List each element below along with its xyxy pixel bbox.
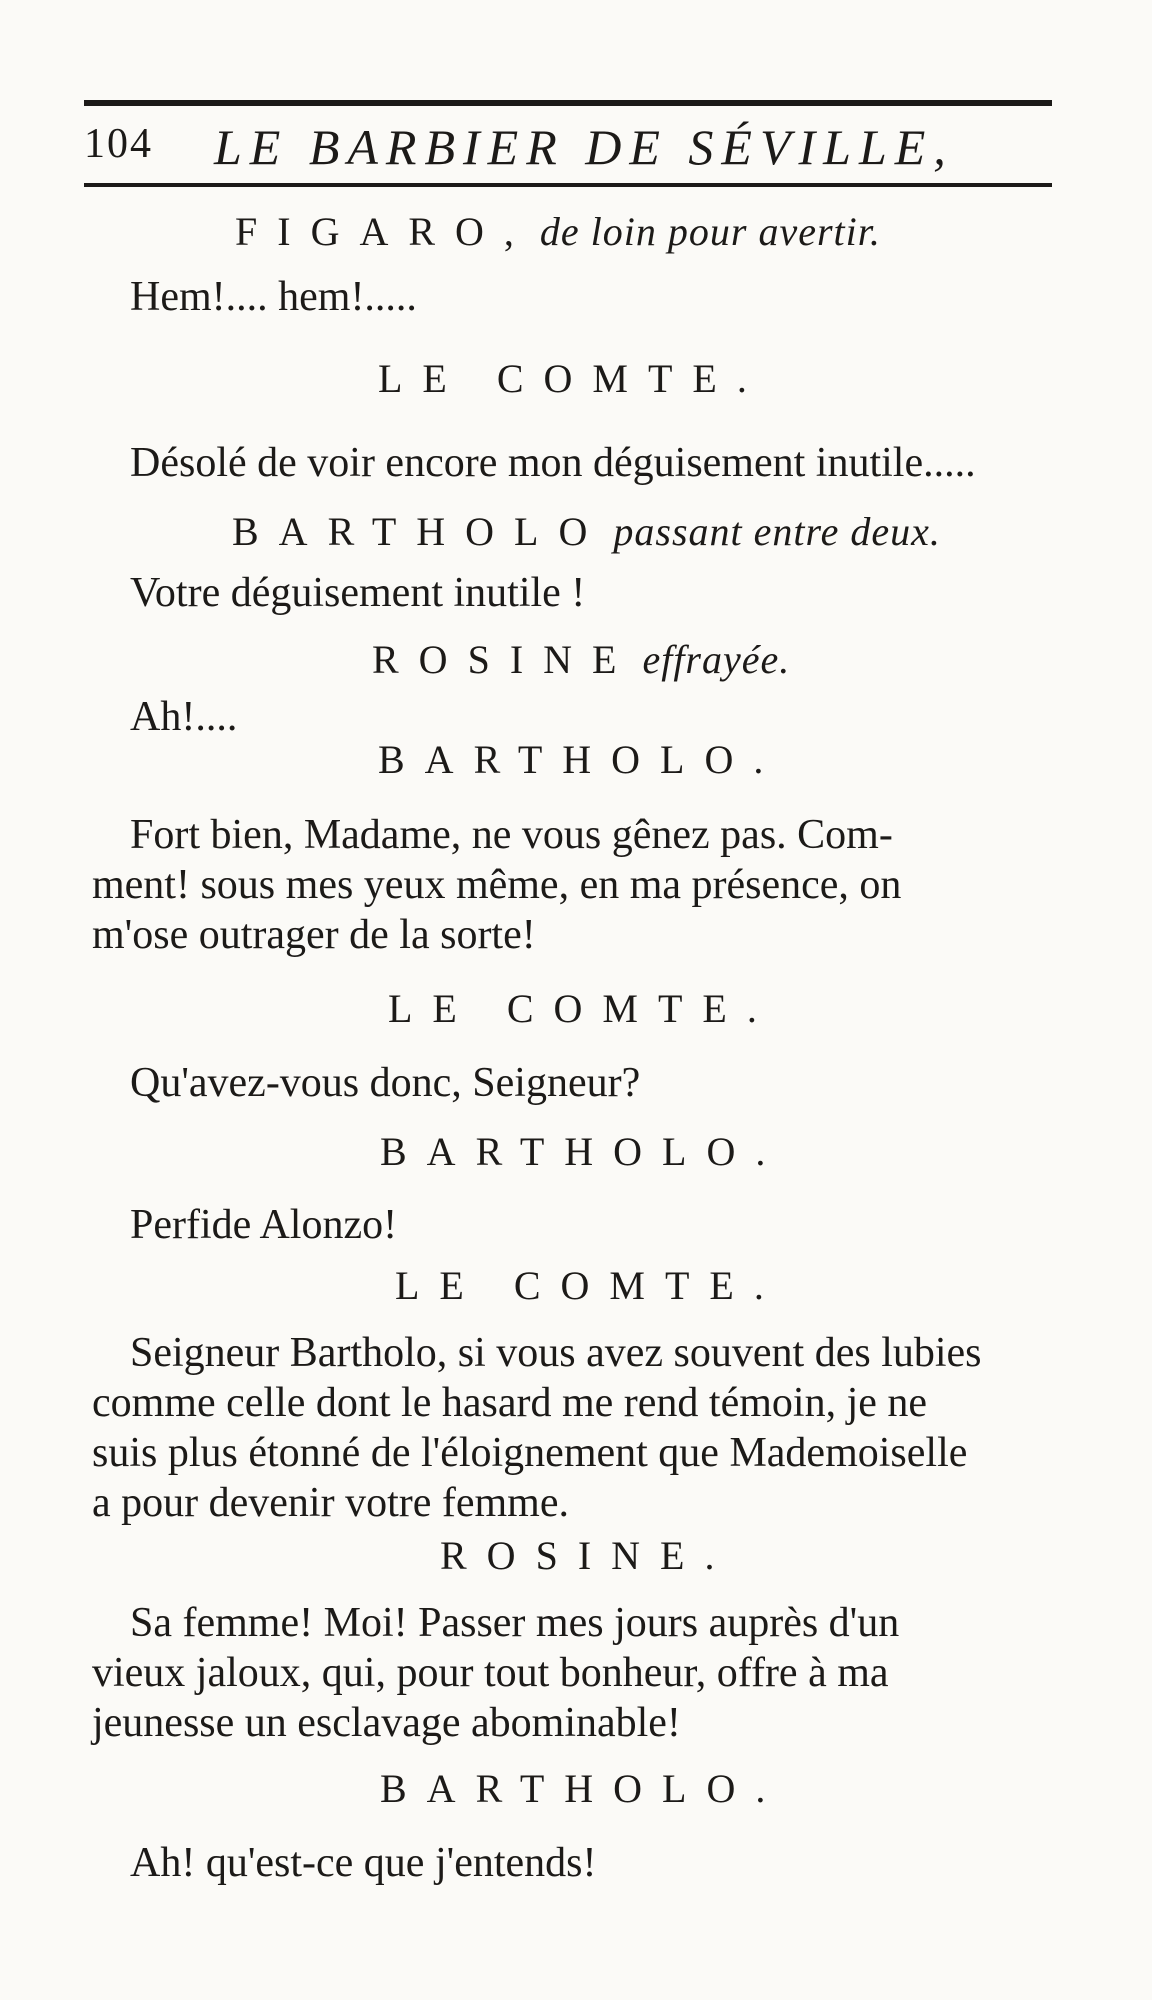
header-rule-top [84,100,1052,106]
running-title: LE BARBIER DE SÉVILLE, [214,119,954,175]
page-number: 104 [84,121,153,167]
speaker-bartholo [232,508,941,555]
speech-line: Sa femme! Moi! Passer mes jours auprès d'un [130,1600,900,1646]
speech-line: Votre déguisement inutile ! [130,570,586,616]
stage-direction: passant entre deux. [613,509,941,554]
speaker-figaro [235,208,881,255]
speech-line: suis plus étonné de l'éloignement que Mademoiselle [92,1430,968,1476]
speaker-bartholo: BARTHOLO. [380,1129,786,1174]
speaker-name: BARTHOLO [232,509,608,554]
speech-line: comme celle dont le hasard me rend témoin, je ne [92,1380,928,1426]
speaker-le-comte: LE COMTE. [395,1263,784,1308]
speaker-bartholo: BARTHOLO. [378,737,784,782]
speech-line: Perfide Alonzo! [130,1202,398,1248]
stage-direction: de loin pour avertir. [539,209,881,254]
speaker-bartholo: BARTHOLO. [380,1766,786,1811]
speaker-name: ROSINE [372,637,637,682]
speaker-rosine: ROSINE. [440,1533,735,1578]
speaker-le-comte: LE COMTE. [378,356,767,401]
speech-line: a pour devenir votre femme. [92,1480,569,1526]
speech-line: Ah!.... [130,694,238,740]
speech-paragraph [92,1598,1062,1748]
speaker-name: FIGARO, [235,209,534,254]
speech-line: Fort bien, Madame, ne vous gênez pas. Com- [130,812,893,858]
speech-line: vieux jaloux, qui, pour tout bonheur, offre à ma [92,1650,889,1696]
speech-paragraph [92,1328,1062,1528]
header-rule-bottom [84,183,1052,187]
speech-line: Ah! qu'est-ce que j'entends! [130,1840,597,1886]
speech-line: jeunesse un esclavage abominable! [92,1700,681,1746]
stage-direction: effrayée. [642,637,791,682]
page-header [84,112,1044,176]
speech-line: Qu'avez-vous donc, Seigneur? [130,1060,641,1106]
speaker-le-comte: LE COMTE. [388,986,777,1031]
speech-line: m'ose outrager de la sorte! [92,912,536,958]
speaker-rosine [372,636,790,683]
speech-line: Désolé de voir encore mon déguisement inutile..... [130,440,976,486]
speech-paragraph [92,810,1062,960]
speech-line: Hem!.... hem!..... [130,274,417,320]
speech-line: ment! sous mes yeux même, en ma présence, on [92,862,902,908]
speech-line: Seigneur Bartholo, si vous avez souvent des lubies [130,1330,982,1376]
